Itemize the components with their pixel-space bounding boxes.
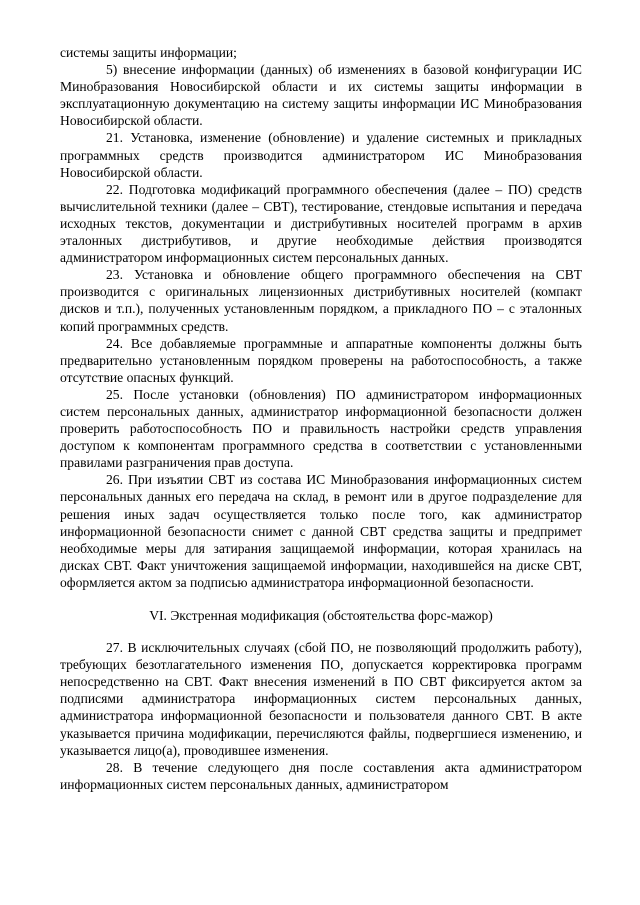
paragraph-26: 26. При изъятии СВТ из состава ИС Минобразования информационных систем персональных данных его передача на склад, в ремонт или в другое подразделение для решения иных задач осуществляется только после того, как администратор информационной безопасности снимет с данной СВТ средства защиты и предпримет необходимые меры для затирания защищаемой информации, которая хранилась на дисках СВТ. Факт уничтожения защищаемой информации, находившейся на диске СВТ, оформляется актом за подписью администратора информационной безопасности. [60,472,582,590]
section-heading: VI. Экстренная модификация (обстоятельства форс-мажор) [149,608,493,623]
paragraph-22: 22. Подготовка модификаций программного обеспечения (далее – ПО) средств вычислительной техники (далее – СВТ), тестирование, стендовые испытания и передача исходных текстов, документации и дистрибутивных носителей программ в архив эталонных дистрибутивов, и другие необходимые действия производятся администратором информационных систем персональных данных. [60,181,582,266]
paragraph-25: 25. После установки (обновления) ПО администратором информационных систем персональных данных, администратор информационной безопасности должен проверить работоспособность ПО и правильность настройки средств управления доступом к компонентам программного средства в соответствии с установленными правилами разграничения прав доступа. [60,386,582,471]
paragraph-27: 27. В исключительных случаях (сбой ПО, не позволяющий продолжить работу), требующих безотлагательного изменения ПО, допускается корректировка программ непосредственно на СВТ. Факт внесения изменений в ПО СВТ фиксируется актом за подписями администратора информационных систем персональных данных, администратора информационной безопасности и пользователя данного СВТ. В акте указывается причина модификации, перечисляются файлы, подвергшиеся изменению, и указывается лицо(а), проводившее изменения. [60,640,582,758]
paragraph-28: 28. В течение следующего дня после составления акта администратором информационных систем персональных данных, администратором [60,759,582,792]
paragraph-continuation: системы защиты информации; [60,45,237,60]
paragraph-item-5: 5) внесение информации (данных) об изменениях в базовой конфигурации ИС Минобразования Новосибирской области и их системы защиты информации в эксплуатационную документацию на систему защиты информации ИС Минобразования Новосибирской области. [60,62,582,129]
paragraph-23: 23. Установка и обновление общего программного обеспечения на СВТ производится с оригинальных лицензионных дистрибутивных носителей (компакт дисков и т.п.), полученных установленным порядком, а прикладного ПО – с эталонных копий программных средств. [60,267,582,334]
paragraph-24: 24. Все добавляемые программные и аппаратные компоненты должны быть предварительно установленным порядком проверены на работоспособность, а также отсутствие опасных функций. [60,335,582,385]
paragraph-21: 21. Установка, изменение (обновление) и удаление системных и прикладных программных средств производится администратором ИС Минобразования Новосибирской области. [60,130,582,180]
